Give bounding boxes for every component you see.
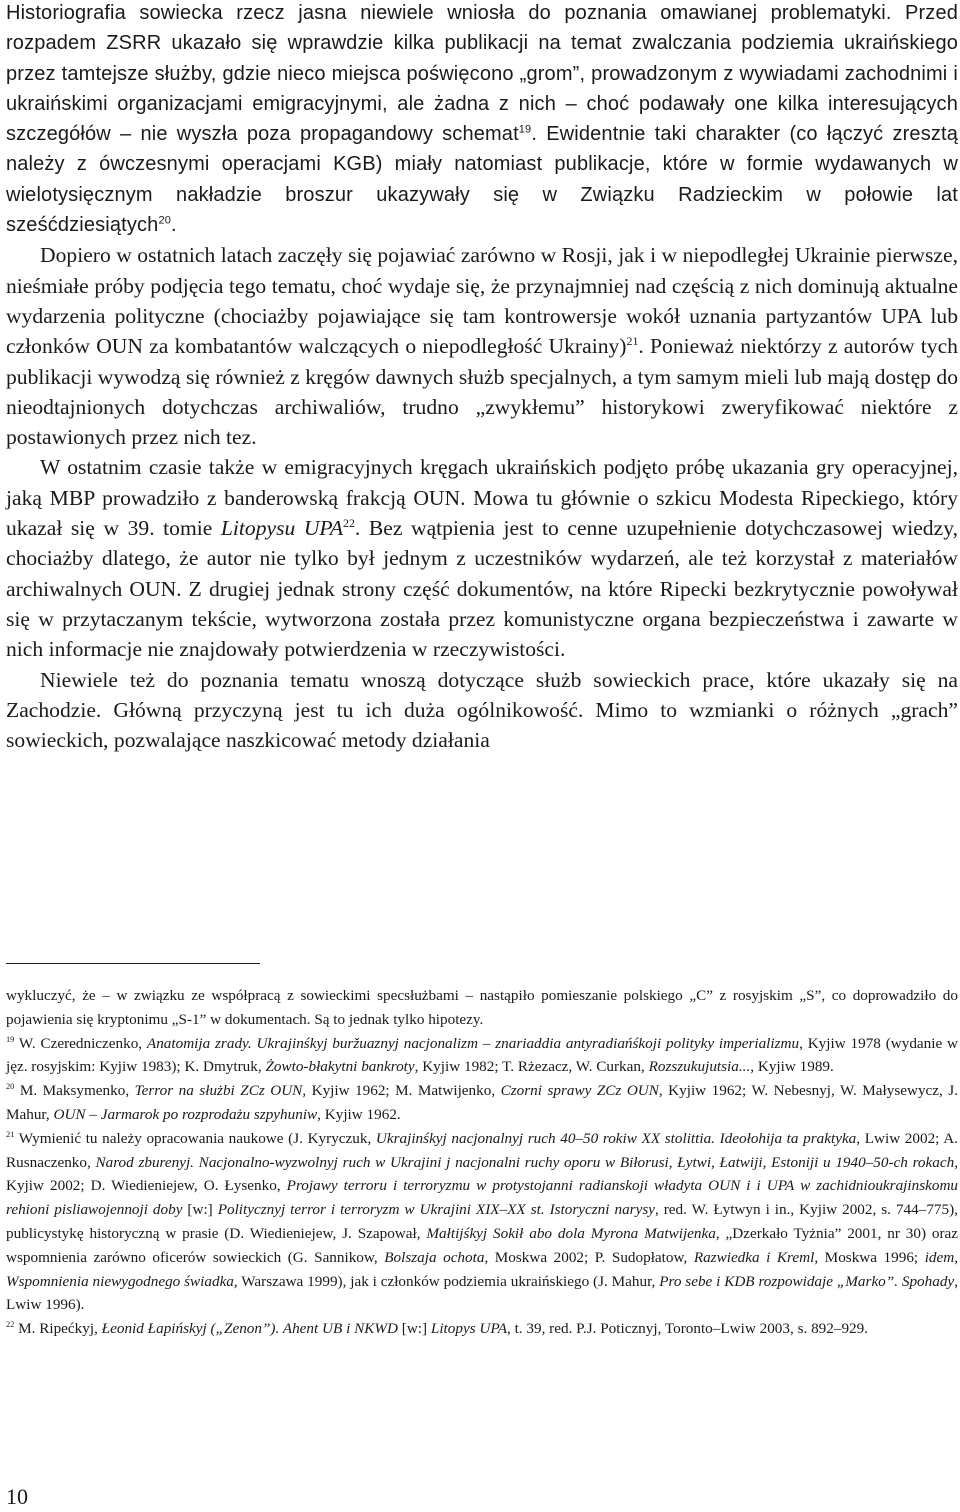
- footnote-20-title-1: Terror na służbi ZCz OUN: [134, 1082, 303, 1100]
- footnote-19-text-d: , Kyjiw 1989.: [750, 1058, 834, 1076]
- footnote-21-text-h: , Moskwa 1996;: [814, 1248, 925, 1266]
- paragraph-4-text: Niewiele też do poznania tematu wnoszą dotyczące służb sowieckich prace, które ukazały się na Zachodzie. Główną przyczyną jest tu ich duża ogólnikowość. Mimo to wzmianki o różnych „grach” sowieckich, pozwalające naszkicować metody działania: [6, 667, 958, 753]
- footnote-21-title-1: Ukrajinśkyj nacjonalnyj ruch 40–50 rokiw XX stolittia. Ideołohija ta praktyka: [375, 1129, 857, 1147]
- footnote-22-title-1: Łeonid Łapińskyj („Zenon”). Ahent UB i NKWD: [101, 1320, 398, 1338]
- footnote-21-title-10: Pro sebe i KDB rozpowidaje „Marko”. Spohady: [659, 1272, 955, 1290]
- paragraph-3-text: W ostatnim czasie także w emigracyjnych kręgach ukraińskich podjęto próbę ukazania gry operacyjnej, jaką MBP prowadziło z banderowską frakcją OUN. Mowa tu głównie o szkicu Modesta Ripeckiego, który ukazał się w 39. tomie: [6, 455, 958, 541]
- paragraph-2: [6, 240, 958, 452]
- footnote-22: [6, 1317, 958, 1341]
- footnote-21-text-e: , red. W. Łytwyn i in., Kyjiw 2002, s. 744–775), publicystykę historyczną w prasie (D. Wiedieniejew, J. Szapował,: [6, 1201, 958, 1242]
- footnote-19-text-a: W. Czeredniczenko,: [18, 1034, 147, 1052]
- footnote-22-number: 22: [6, 1320, 15, 1330]
- footnote-21-text-j: ,: [954, 1248, 959, 1266]
- footnote-20-text-a: M. Maksymenko,: [19, 1082, 135, 1100]
- paragraph-4: [6, 665, 958, 756]
- footnote-21-text-f: , „Dzerkało Tyżnia” 2001, nr 30) oraz wspomnienia zarówno oficerów sowieckich (G. Sannikow,: [6, 1224, 959, 1266]
- footnote-continuation: [6, 984, 958, 1032]
- footnote-21-title-8: idem: [924, 1248, 955, 1266]
- footnote-19-number: 19: [6, 1034, 15, 1044]
- footnote-21-text-d: [w:]: [182, 1201, 218, 1219]
- footnote-21-text-l: , Lwiw 1996).: [6, 1272, 958, 1314]
- footnote-separator: [6, 963, 260, 964]
- footnote-19-title-3: Rozszukujutsia...: [648, 1058, 751, 1076]
- footnote-21-title-5: Małtijśkyj Sokił abo dola Myrona Matwijenka: [426, 1224, 716, 1242]
- footnote-21-title-7: Razwiedka i Kreml: [693, 1248, 815, 1266]
- footnote-21-text-a: Wymienić tu należy opracowania naukowe (J. Kyryczuk,: [18, 1129, 376, 1147]
- paragraph-3: [6, 452, 958, 664]
- footnote-ref-22[interactable]: 22: [343, 515, 355, 530]
- footnotes: [6, 984, 958, 1341]
- footnote-20: [6, 1079, 958, 1127]
- footnote-21-text-b: , Lwiw 2002; A. Rusnaczenko,: [6, 1129, 958, 1171]
- footnote-22-text-b: [w:]: [397, 1320, 431, 1338]
- footnote-19-title-1: Anatomija zrady. Ukrajinśkyj buržuaznyj nacjonalizm – znariaddia antyradiańśkoji polityky imperializmu: [146, 1034, 800, 1052]
- footnote-21-text-c: , Kyjiw 2002; D. Wiedieniejew, O. Łysenko,: [6, 1153, 958, 1195]
- page-number: 10: [6, 1484, 28, 1509]
- paragraph-1: [6, 0, 958, 240]
- footnote-19: [6, 1032, 958, 1080]
- footnote-22-title-2: Litopys UPA: [430, 1320, 507, 1338]
- footnote-22-text-c: , t. 39, red. P.J. Poticznyj, Toronto–Lwiw 2003, s. 892–929.: [506, 1320, 869, 1338]
- footnote-21-title-9: Wspomnienia niewygodnego świadka: [6, 1272, 234, 1290]
- paragraph-2-rest: . Ponieważ niektórzy z autorów tych publikacji wywodzą się również z kręgów dawnych służb specjalnych, a tym samym mieli lub mają dostęp do nieodtajnionych dotychczas archiwaliów, trudno „zwykłemu” historykowi zweryfikować niektóre z postawionych przez nich tez.: [6, 334, 958, 450]
- footnote-21-text-g: , Moskwa 2002; P. Sudopłatow,: [484, 1248, 694, 1266]
- page-body: [6, 0, 958, 755]
- footnote-21-number: 21: [6, 1129, 15, 1139]
- footnote-continuation-text: wykluczyć, że – w związku ze współpracą z sowieckimi specsłużbami – nastąpiło pomieszanie polskiego „C” z rosyjskim „S”, co doprowadziło do pojawienia się kryptonimu „S-1” w dokumentach. Są to jednak tylko hipotezy.: [6, 987, 958, 1028]
- footnote-21-title-2: Narod zburenyj. Nacjonalno-wyzwolnyj ruch w Ukrajini j nacjonalni ruchy oporu w Biłorusi, Łytwi, Łatwiji, Estoniji u 1940–50-ch rokach: [95, 1153, 955, 1171]
- paragraph-2-text: Dopiero w ostatnich latach zaczęły się pojawiać zarówno w Rosji, jak i w niepodległej Ukrainie pierwsze, nieśmiałe próby podjęcia tego tematu, choć wydaje się, że przynajmniej nad częścią z nich dominują aktualne wydarzenia polityczne (chociażby pojawiające się tam kontrowersje wokół uznania partyzantów UPA lub członków OUN za kombatantów walczących o niepodległość Ukrainy): [6, 243, 958, 359]
- paragraph-1-end: .: [171, 214, 177, 237]
- footnote-20-title-2: Czorni sprawy ZCz OUN: [500, 1082, 659, 1100]
- footnote-20-title-3: OUN – Jarmarok po rozprodażu szpyhuniw: [53, 1105, 318, 1123]
- footnote-20-number: 20: [6, 1082, 15, 1092]
- footnote-20-text-d: , Kyjiw 1962.: [317, 1105, 401, 1123]
- footnote-21-title-3: Projawy terroru i terroryzmu w protystojanni radianskoji władyta OUN i i UPA w zachidnioukrajinskomu rehioni pisliawojennoji doby: [6, 1177, 959, 1219]
- footnote-19-title-2: Żowto-błakytni bankroty: [265, 1058, 415, 1076]
- footnote-21-title-4: Politycznyj terror i terroryzm w Ukrajini XIX–XX st. Istoryczni narysy: [217, 1201, 655, 1219]
- footnote-21: [6, 1127, 958, 1317]
- footnote-19-text-c: , Kyjiw 1982; T. Rżezacz, W. Curkan,: [414, 1058, 649, 1076]
- main-text: [6, 0, 958, 755]
- footnote-21-title-6: Bolszaja ochota: [384, 1248, 485, 1266]
- footnote-ref-21[interactable]: 21: [626, 334, 639, 349]
- paragraph-3-rest: . Bez wątpienia jest to cenne uzupełnienie dotychczasowej wiedzy, chociażby dlatego, że autor nie tylko był jednym z uczestników wydarzeń, ale też korzystał z materiałów archiwalnych OUN. Z drugiej jednak strony część dokumentów, na które Ripecki bezkrytycznie powoływał się w przytaczanym tekście, wytworzona została przez komunistyczne organa bezpieczeństwa i zawarte w nich informacje nie znajdowały potwierdzenia w rzeczywistości.: [6, 516, 958, 662]
- paragraph-1-rest: . Ewidentnie taki charakter (co łączyć zresztą należy z ówczesnymi operacjami KGB) miały natomiast publikacje, które w formie wydawanych w wielotysięcznym nakładzie broszur ukazywały się w Związku Radzieckim w połowie lat sześćdziesiątych: [6, 123, 958, 237]
- footnote-20-text-c: , Kyjiw 1962; W. Nebesnyj, W. Małysewycz, J. Mahur,: [6, 1082, 959, 1123]
- footnote-21-text-k: , Warszawa 1999), jak i członków podziemia ukraińskiego (J. Mahur,: [233, 1272, 660, 1290]
- paragraph-1-text: Historiografia sowiecka rzecz jasna niewiele wniosła do poznania omawianej problematyki. Przed rozpadem ZSRR ukazało się wprawdzie kilka publikacji na temat zwalczania podziemia ukraińskiego przez tamtejsze służby, gdzie nieco miejsca poświęcono „grom”, prowadzonym z wywiadami zachodnimi i ukraińskimi organizacjami emigracyjnymi, ale żadna z nich – choć podawały one kilka interesujących szczegółów – nie wyszła poza propagandowy schemat: [6, 2, 958, 146]
- footnote-20-text-b: , Kyjiw 1962; M. Matwijenko,: [302, 1082, 501, 1100]
- footnote-ref-19[interactable]: 19: [518, 123, 532, 136]
- paragraph-3-title: Litopysu UPA: [220, 516, 344, 541]
- footnote-ref-20[interactable]: 20: [158, 214, 172, 227]
- footnote-22-text-a: M. Ripećkyj,: [18, 1320, 102, 1338]
- footnote-19-text-b: , Kyjiw 1978 (wydanie w jęz. rosyjskim: Kyjiw 1983); K. Dmytruk,: [6, 1034, 959, 1076]
